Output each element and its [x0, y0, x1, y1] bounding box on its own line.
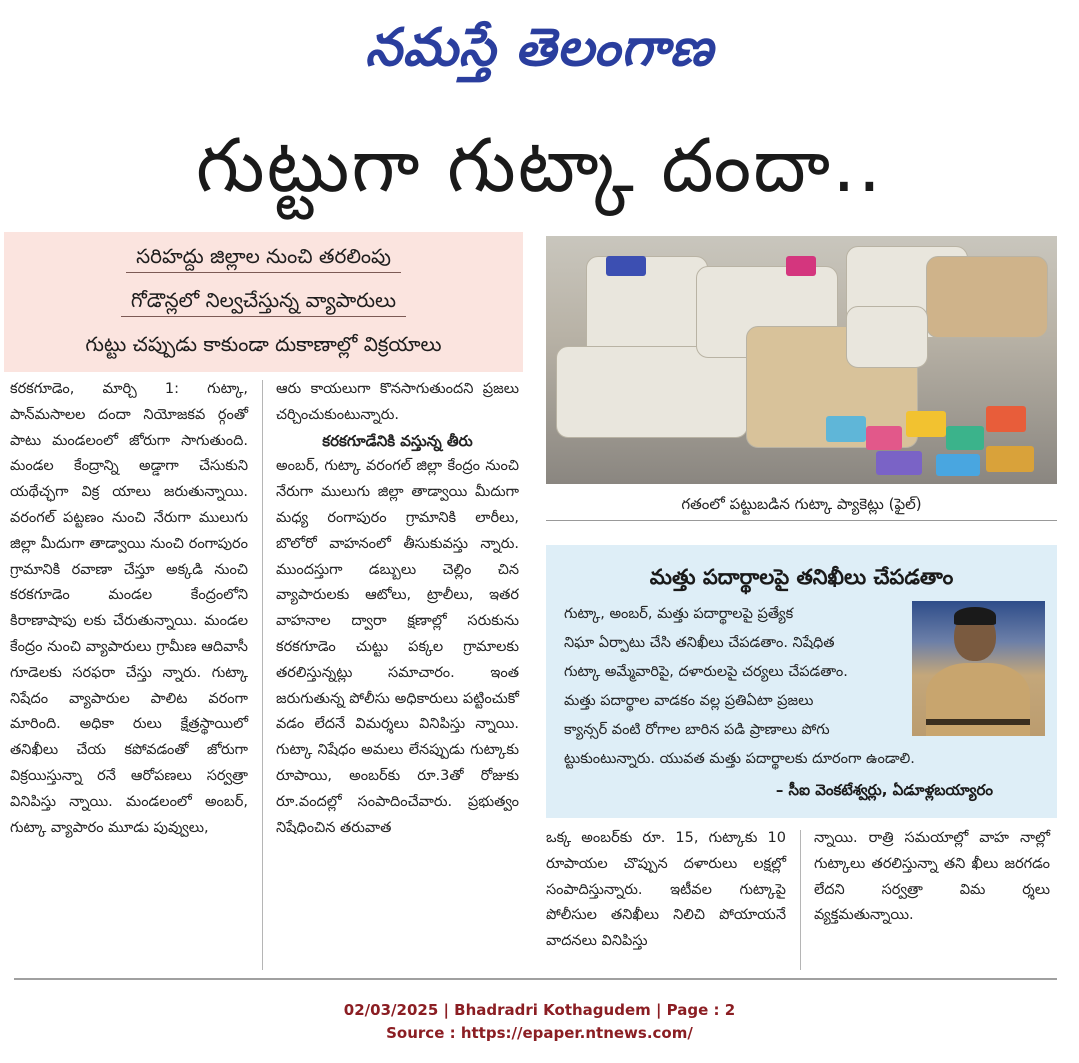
photo-caption: గతంలో పట్టుబడిన గుట్కా ప్యాకెట్లు (ఫైల్) [681, 495, 922, 513]
article-text-col3: ఒక్క అంబర్‌కు రూ. 15, గుట్కాకు 10 రూపాయల చొప్పున దళారులు లక్షల్లో సంపాదిస్తున్నారు. ఇటీవల గుట్కాపై పోలీసుల తనిఖీలు నిలిచి పోయాయనే వాదనలు వినిపిస్తు [546, 830, 786, 950]
article-text-col2: అంబర్, గుట్కా వరంగల్ జిల్లా కేంద్రం నుంచి నేరుగా ములుగు జిల్లా తాడ్వాయి మీదుగా మధ్య రంగాపురం గ్రామానికి లారీలు, బొలోరో వాహనంలో తీసుకువస్తు న్నారు. ముందస్తుగా డబ్బులు చెల్లిం చిన వ్యాపారులకు ఆటోలు, ట్రాలీలు, ఇతర వాహనాల ద్వారా క్షణాల్లో సరుకును కరకగూడెం చుట్టు పక్కల గ్రామాలకు తరలిస్తున్నట్లు సమాచారం. ఇంత జరుగుతున్న పోలీసు అధికారులు పట్టించుకో వడం లేదనే విమర్శలు వినిపిస్తు న్నాయి. గుట్కా నిషేధం అమలు లేనప్పుడు గుట్కాకు రూపాయి, అంబర్‌కు రూ.3తో రోజుకు రూ.వందల్లో సంపాదించేవారు. ప్రభుత్వం నిషేధించిన తరువాత [276, 458, 519, 836]
masthead-logo: నమస్తే తెలంగాణ [365, 17, 714, 78]
article-column-2 [276, 377, 519, 841]
article-column-4 [814, 826, 1050, 929]
section-subhead: కరకగూడేనికి వస్తున్న తీరు [322, 431, 473, 450]
quote-line-6: ట్టుకుంటున్నారు. యువత మత్తు పదార్థాలకు దూరంగా ఉండాలి. [564, 751, 915, 767]
quote-line-3: గుట్కా అమ్మేవారిపై, దళారులపై చర్యలు చేపడతాం. [564, 664, 848, 680]
subhead-box [4, 232, 523, 372]
footer-date-page: 02/03/2025 | Bhadradri Kothagudem | Page : 2 [343, 1001, 736, 1019]
quote-line-5: క్యాన్సర్ వంటి రోగాల బారిన పడి ప్రాణాలు పోగు [564, 722, 830, 738]
subhead-1: సరిహద్దు జిల్లాల నుంచి తరలింపు [4, 242, 523, 273]
subhead-3: గుట్టు చప్పుడు కాకుండా దుకాణాల్లో విక్రయాలు [85, 332, 442, 356]
column-divider-2 [800, 830, 801, 970]
quote-attribution: – సీఐ వెంకటేశ్వర్లు, ఏడూళ్లబయ్యారం [775, 781, 993, 799]
quote-line-1: గుట్కా, అంబర్, మత్తు పదార్థాలపై ప్రత్యేక [564, 606, 794, 622]
column-divider [262, 380, 263, 970]
footer-source: Source : https://epaper.ntnews.com/ [386, 1024, 693, 1042]
gutka-packets-photo [546, 236, 1057, 484]
quote-text-top [564, 600, 904, 716]
article-text-col1: కరకగూడెం, మార్చి 1: గుట్కా, పాన్‌మసాలల దందా నియోజకవ ర్గంతో పాటు మండలంలో జోరుగా సాగుతుంది. మండల కేంద్రాన్ని అడ్డాగా చేసుకుని యథేచ్ఛగా విక్ర యాలు జరుతున్నాయి. వరంగల్ పట్టణం నుంచి నేరుగా ములుగు జిల్లా మీదుగా తాడ్వాయి నుంచి రంగాపురం గ్రామానికి రవాణా చేస్తూ అక్కడి నుంచి కరకగూడెం మండల కేంద్రంలోని కిరాణాషాపు లకు చేరుతున్నాయి. మండల కేంద్రం నుంచి వ్యాపారులు గ్రామీణ ఆదివాసీ గూడెలకు సరఫరా చేస్తు న్నారు. గుట్కా నిషేదం వ్యాపారుల పాలిట వరంగా మారింది. అధికా రులు క్షేత్రస్థాయిలో తనిఖీలు చేయ కపోవడంతో జోరుగా విక్రయిస్తున్నా రనే ఆరోపణలు సర్వత్రా వినిపిస్తు న్నాయి. మండలంలో అంబర్, గుట్కా వ్యాపారం మూడు పువ్వులు, [10, 381, 248, 836]
officer-photo [912, 601, 1045, 736]
caption-divider [546, 520, 1057, 521]
quote-line-2: నిఘా ఏర్పాటు చేసి తనిఖీలు చేపడతాం. నిషేధిత [564, 635, 835, 651]
headline: గుట్టుగా గుట్కా దందా.. [195, 123, 884, 209]
article-text-col4: న్నాయి. రాత్రి సమయాల్లో వాహ నాల్లో గుట్కాలు తరలిస్తున్నా తని ఖీలు జరగడం లేదని సర్వత్రా విమ ర్శలు వ్యక్తమతున్నాయి. [814, 830, 1050, 924]
article-column-1 [10, 377, 248, 841]
quote-line-4: మత్తు పదార్థాల వాడకం వల్ల ప్రతిఏటా ప్రజలు [564, 693, 814, 709]
footer-divider [14, 978, 1057, 980]
article-text-col2-intro: ఆరు కాయలుగా కొనసాగుతుందని ప్రజలు చర్చించుకుంటున్నారు. [276, 381, 519, 423]
subhead-2: గోడౌన్లలో నిల్వచేస్తున్న వ్యాపారులు [4, 286, 523, 317]
quote-title: మత్తు పదార్థాలపై తనిఖీలు చేపడతాం [649, 565, 954, 589]
article-column-3 [546, 826, 786, 955]
